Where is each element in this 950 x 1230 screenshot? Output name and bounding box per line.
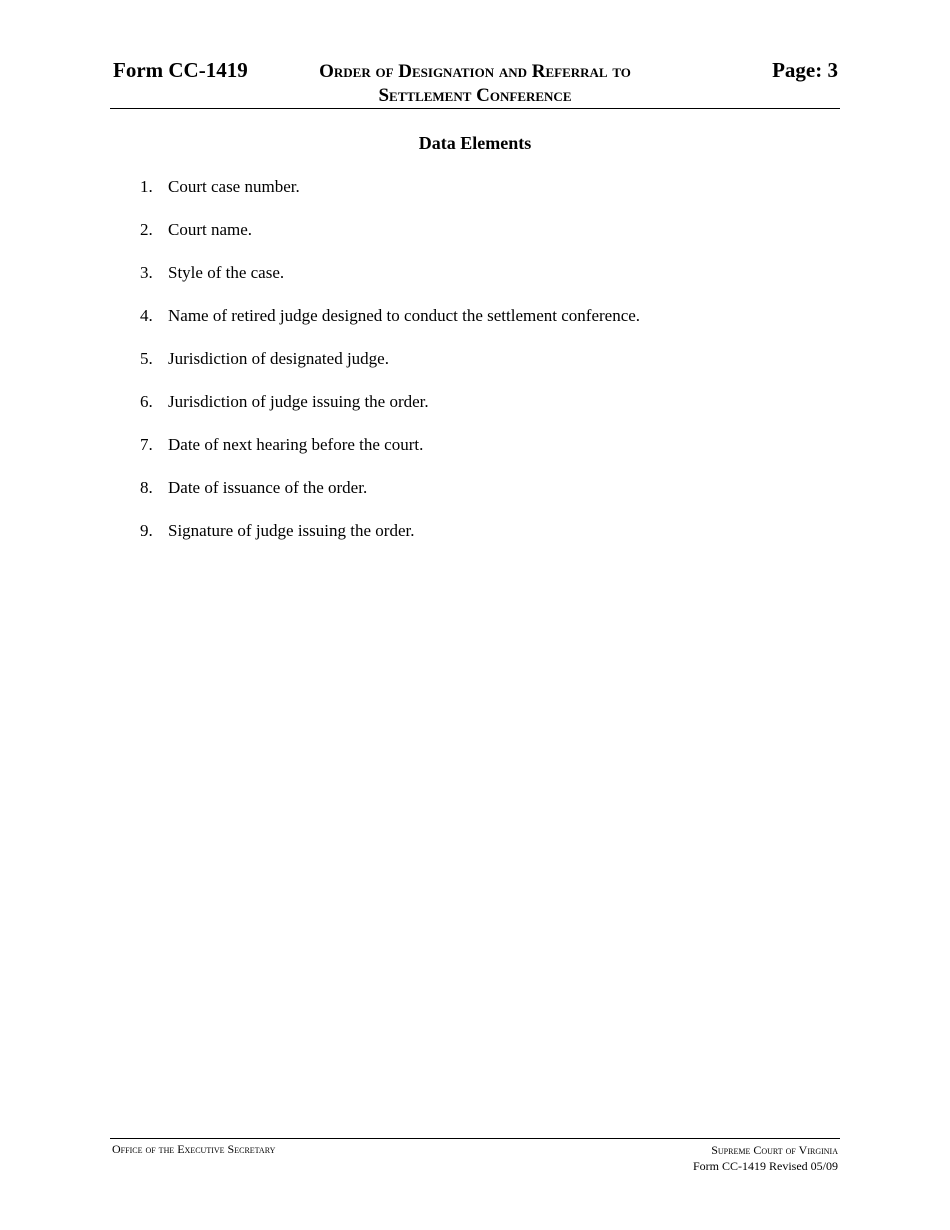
form-id: Form CC-1419 <box>113 58 248 82</box>
list-item <box>140 434 640 477</box>
item-text: Signature of judge issuing the order. <box>168 521 415 540</box>
item-number: 8. <box>140 478 153 497</box>
list-item <box>140 477 640 520</box>
list-item <box>140 520 640 563</box>
item-text: Jurisdiction of judge issuing the order. <box>168 392 429 411</box>
data-elements-list <box>140 176 640 563</box>
page-header <box>110 56 840 109</box>
item-number: 9. <box>140 521 153 540</box>
item-text: Court case number. <box>168 177 300 196</box>
section-heading: Data Elements <box>418 133 532 153</box>
item-number: 3. <box>140 263 153 282</box>
item-number: 4. <box>140 306 153 325</box>
item-text: Date of issuance of the order. <box>168 478 368 497</box>
list-item <box>140 176 640 219</box>
item-number: 2. <box>140 220 153 239</box>
list-item <box>140 348 640 391</box>
item-text: Style of the case. <box>168 263 285 282</box>
list-item <box>140 262 640 305</box>
page-footer <box>110 1138 840 1179</box>
list-item <box>140 391 640 434</box>
form-title-line-2: Settlement Conference <box>378 85 572 106</box>
item-number: 6. <box>140 392 153 411</box>
list-item <box>140 305 640 348</box>
footer-court <box>693 1142 838 1174</box>
page-number: Page: 3 <box>772 58 838 82</box>
list-item <box>140 219 640 262</box>
item-number: 1. <box>140 177 153 196</box>
item-text: Court name. <box>168 220 253 239</box>
item-number: 5. <box>140 349 153 368</box>
form-title <box>250 60 700 108</box>
item-number: 7. <box>140 435 153 454</box>
item-text: Date of next hearing before the court. <box>168 435 424 454</box>
footer-court-name: Supreme Court of Virginia <box>711 1143 838 1157</box>
footer-revision: Form CC-1419 Revised 05/09 <box>692 1159 838 1173</box>
item-text: Jurisdiction of designated judge. <box>168 349 389 368</box>
form-title-line-1: Order of Designation and Referral to <box>319 61 631 82</box>
item-text: Name of retired judge designed to conduct the settlement conference. <box>168 306 641 325</box>
footer-office: Office of the Executive Secretary <box>112 1142 276 1156</box>
